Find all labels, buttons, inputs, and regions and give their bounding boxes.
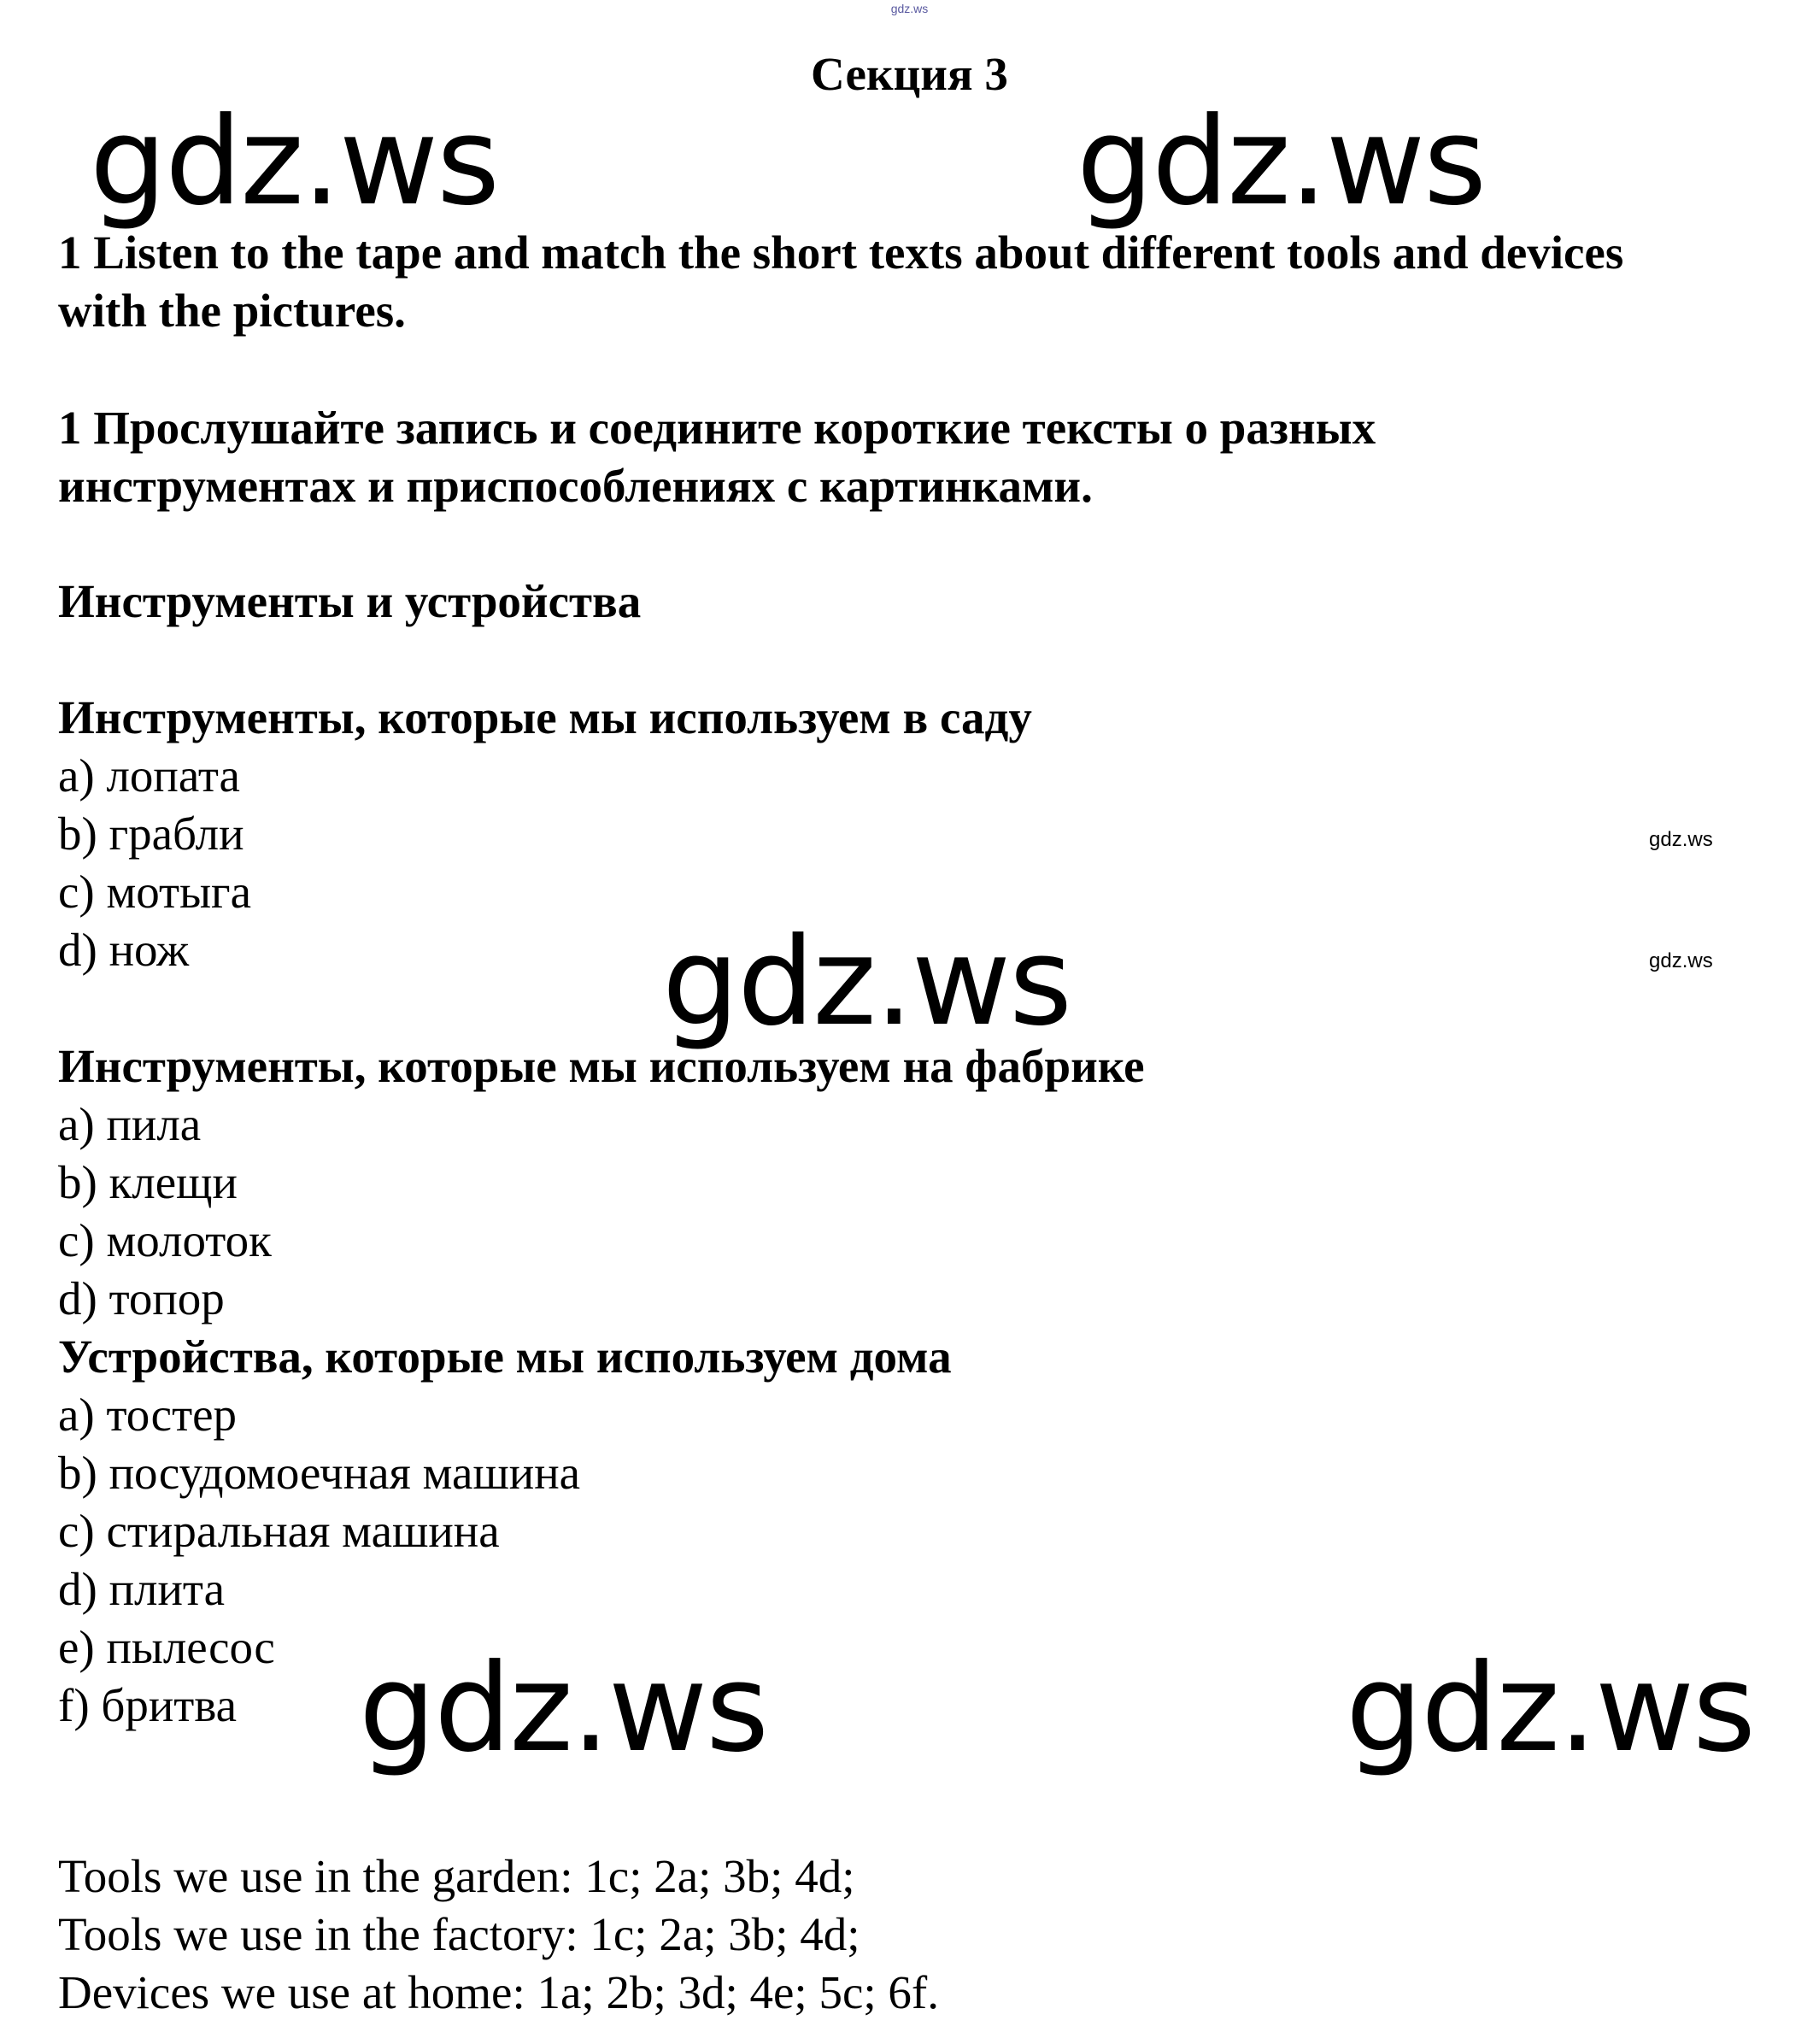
task-english-line: with the pictures. <box>58 285 406 337</box>
list-item: c) молоток <box>58 1214 272 1266</box>
task-russian-line: 1 Прослушайте запись и соедините короткие тексты о разных <box>58 402 1376 454</box>
answer-line: Tools we use in the garden: 1c; 2a; 3b; 4d; <box>58 1850 855 1902</box>
task-russian <box>58 399 1376 515</box>
list-item: d) плита <box>58 1563 225 1615</box>
answer-line: Tools we use in the factory: 1c; 2a; 3b; 4d; <box>58 1908 860 1960</box>
watermark-large: gdz.ws <box>1346 1638 1755 1779</box>
factory-tools-list <box>58 1037 1145 1328</box>
watermark-small: gdz.ws <box>1649 828 1713 851</box>
list-heading: Инструменты, которые мы используем в саду <box>58 691 1032 743</box>
list-item: f) бритва <box>58 1679 237 1731</box>
answers-block <box>58 1847 939 2022</box>
list-item: e) пылесос <box>58 1621 275 1673</box>
answer-line: Devices we use at home: 1a; 2b; 3d; 4e; 5c; 6f. <box>58 1966 939 2018</box>
watermark-large: gdz.ws <box>662 912 1071 1053</box>
list-item: b) посудомоечная машина <box>58 1447 581 1499</box>
list-item: a) лопата <box>58 749 240 802</box>
list-heading: Инструменты, которые мы используем на фабрике <box>58 1040 1145 1092</box>
list-item: c) стиральная машина <box>58 1505 500 1557</box>
watermark-large: gdz.ws <box>359 1638 768 1779</box>
watermark-large: gdz.ws <box>90 91 499 232</box>
watermark-top: gdz.ws <box>890 2 929 15</box>
list-item: a) пила <box>58 1098 202 1150</box>
list-heading: Устройства, которые мы используем дома <box>58 1330 952 1383</box>
watermark-large: gdz.ws <box>1077 91 1486 232</box>
task-english-line: 1 Listen to the tape and match the short texts about different tools and devices <box>58 226 1624 279</box>
task-english <box>58 224 1623 340</box>
watermark-small: gdz.ws <box>1649 949 1713 972</box>
list-item: b) грабли <box>58 808 244 860</box>
section-heading: Инструменты и устройства <box>58 575 642 627</box>
list-item: b) клещи <box>58 1156 238 1208</box>
list-item: c) мотыга <box>58 866 252 918</box>
list-item: a) тостер <box>58 1389 238 1441</box>
list-item: d) нож <box>58 924 190 976</box>
page-title: Секция 3 <box>811 48 1008 100</box>
task-russian-line: инструментах и приспособлениях с картинками. <box>58 460 1093 512</box>
list-item: d) топор <box>58 1272 225 1324</box>
